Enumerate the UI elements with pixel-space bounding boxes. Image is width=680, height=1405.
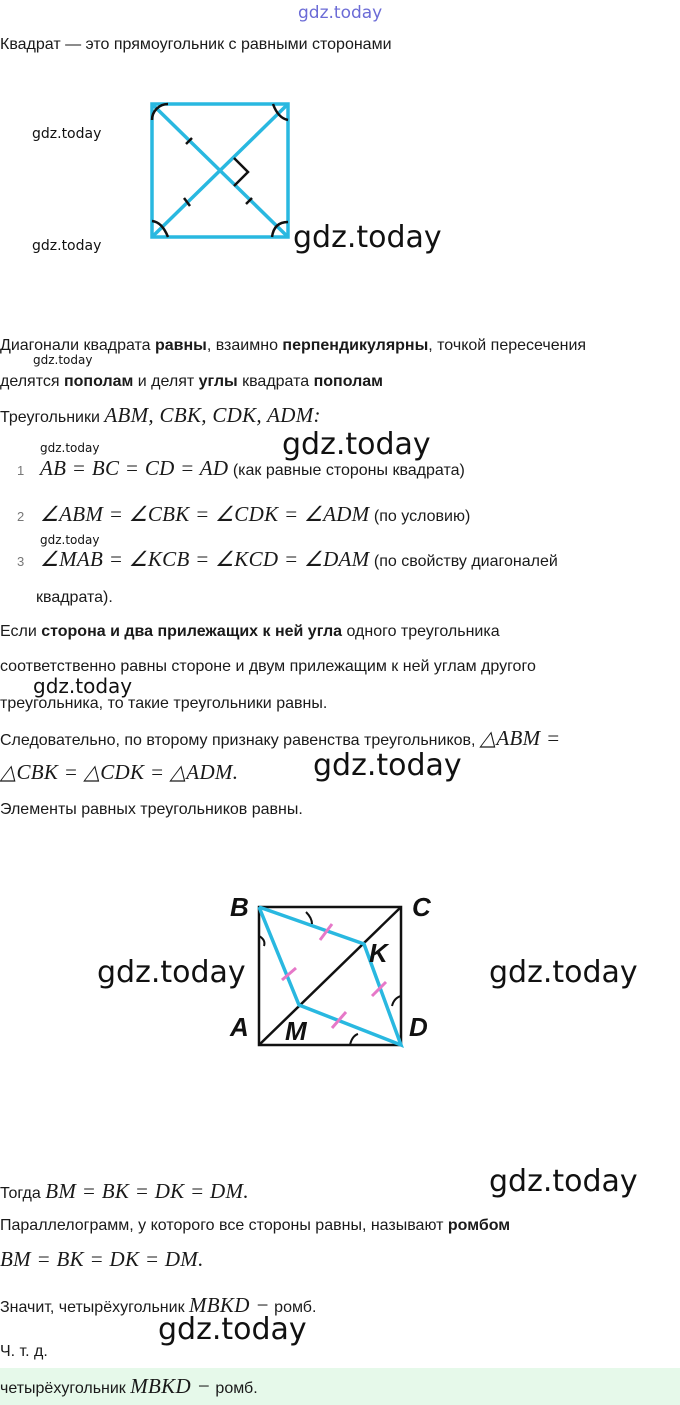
triangles-heading: Треугольники ABM, CBK, CDK, ADM: — [0, 403, 321, 427]
watermark-small: gdz.today — [33, 353, 93, 367]
list-item-1: AB = BC = CD = AD (как равные стороны квадрата) — [40, 456, 465, 480]
watermark-small: gdz.today — [32, 126, 102, 142]
label-m: M — [285, 1016, 307, 1046]
answer-line: четырёхугольник MBKD − ромб. — [0, 1374, 258, 1398]
diagonals-property-line2: делятся пополам и делят углы квадрата пополам — [0, 373, 383, 390]
elements-equal-text: Элементы равных треугольников равны. — [0, 801, 303, 818]
qed-text: Ч. т. д. — [0, 1343, 48, 1360]
watermark-large: gdz.today — [489, 1164, 638, 1199]
angle-arc-d — [392, 996, 401, 1006]
list-number: 3 — [17, 554, 25, 569]
means-line: Значит, четырёхугольник MBKD − ромб. — [0, 1293, 317, 1317]
label-a: A — [230, 1012, 249, 1042]
watermark-large: gdz.today — [313, 748, 462, 783]
watermark-large: gdz.today — [158, 1312, 307, 1347]
definition-text: Квадрат — это прямоугольник с равными сторонами — [0, 36, 392, 53]
watermark-small: gdz.today — [40, 533, 100, 547]
label-k: K — [369, 938, 388, 968]
square-figure — [148, 100, 294, 242]
watermark-large: gdz.today — [489, 955, 638, 990]
watermark-large: gdz.today — [97, 955, 246, 990]
consequence-line2: △CBK = △CDK = △ADM. — [0, 760, 239, 784]
watermark-small: gdz.today — [40, 441, 100, 455]
equality-line: BM = BK = DK = DM. — [0, 1247, 204, 1271]
rhombus-figure — [226, 888, 438, 1064]
list-item-3: ∠MAB = ∠KCB = ∠KCD = ∠DAM (по свойству диагоналей — [40, 547, 558, 571]
watermark-large: gdz.today — [293, 220, 442, 255]
then-line: Тогда BM = BK = DK = DM. — [0, 1179, 249, 1203]
parallelogram-definition: Параллелограмм, у которого все стороны равны, называют ромбом — [0, 1217, 511, 1234]
list-number: 1 — [17, 463, 25, 478]
rule-line2: соответственно равны стороне и двум прилежащим к ней углам другого — [0, 658, 536, 675]
list-item-3-continuation: квадрата). — [36, 589, 113, 606]
watermark-medium: gdz.today — [33, 674, 133, 698]
consequence-line1: Следовательно, по второму признаку равенства треугольников, △ABM = — [0, 726, 561, 750]
right-angle-mark — [234, 158, 248, 186]
rule-line3: треугольника, то такие треугольники равны. — [0, 695, 328, 712]
angle-arc-d2 — [350, 1034, 358, 1045]
diagonals-property-line1: Диагонали квадрата равны, взаимно перпендикулярны, точкой пересечения — [0, 337, 587, 354]
rule-line1: Если сторона и два прилежащих к ней угла одного треугольника — [0, 623, 500, 640]
list-item-2: ∠ABM = ∠CBK = ∠CDK = ∠ADM (по условию) — [40, 502, 471, 526]
watermark-large: gdz.today — [282, 427, 431, 462]
list-number: 2 — [17, 509, 25, 524]
label-c: C — [412, 892, 431, 922]
label-d: D — [409, 1012, 428, 1042]
watermark-top: gdz.today — [298, 3, 383, 23]
watermark-small: gdz.today — [32, 238, 102, 254]
label-b: B — [230, 892, 249, 922]
